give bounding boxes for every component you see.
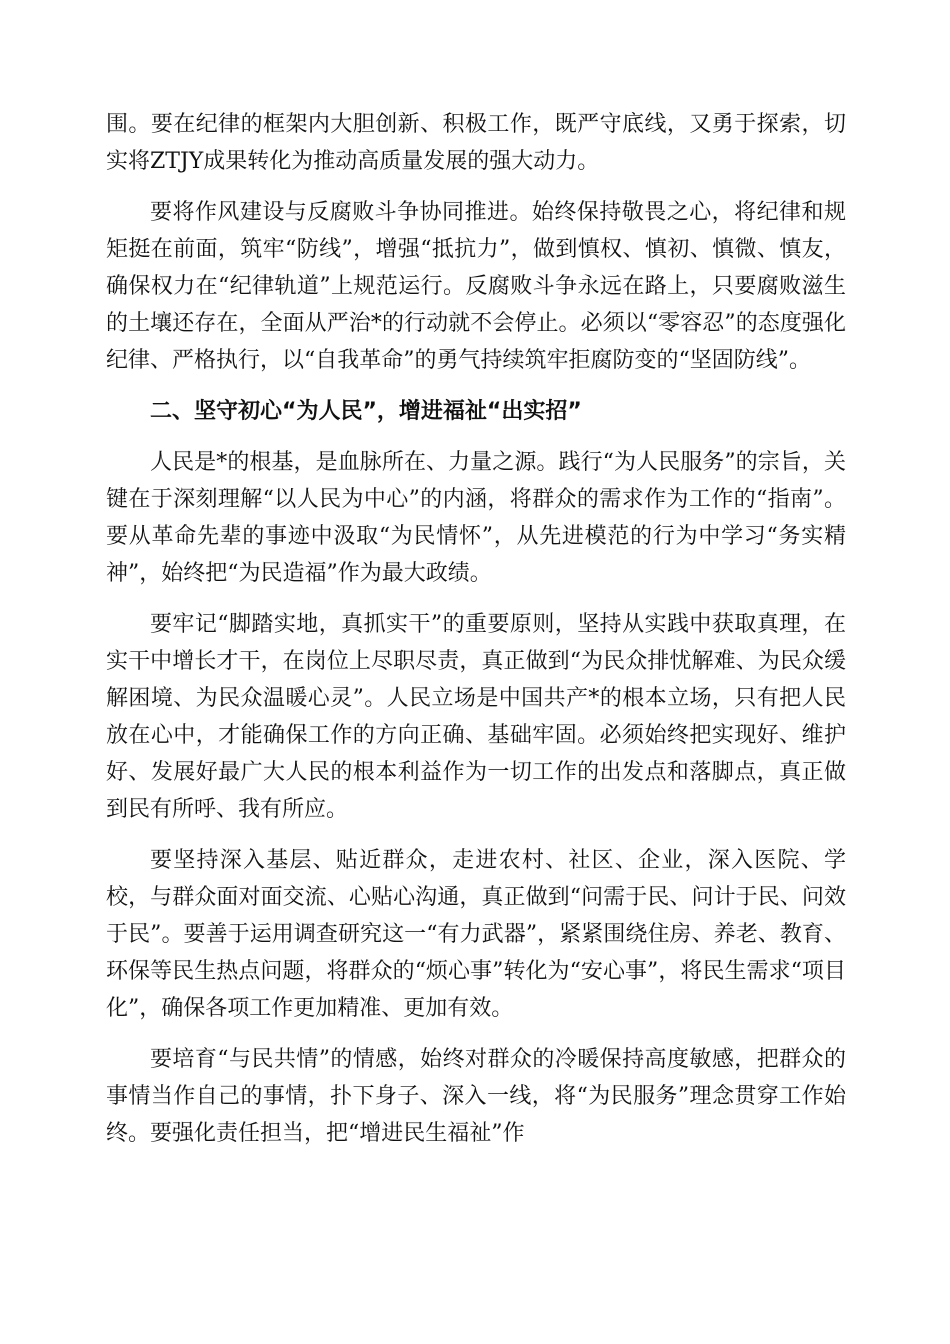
paragraph-practical-work: 要牢记“脚踏实地，真抓实干”的重要原则，坚持从实践中获取真理，在实干中增长才干，在岗位上尽职尽责，真正做到“为民众排忧解难、为民众缓解困境、为民众温暖心灵”。人民立场是中国共产*的根本立场，只有把人民放在心中，才能确保工作的方向正确、基础牢固。必须始终把实现好、维护好、发展好最广大人民的根本利益作为一切工作的出发点和落脚点，真正做到民有所呼、我有所应。 <box>106 612 846 822</box>
section-heading: 二、坚守初心“为人民”，增进福祉“出实招” <box>150 399 582 424</box>
paragraph-grassroots: 要坚持深入基层、贴近群众，走进农村、社区、企业，深入医院、学校，与群众面对面交流、心贴心沟通，真正做到“问需于民、问计于民、问效于民”。要善于运用调查研究这一“有力武器”，紧紧围绕住房、养老、教育、环保等民生热点问题，将群众的“烦心事”转化为“安心事”，将民生需求“项目化”，确保各项工作更加精准、更加有效。 <box>106 848 846 1021</box>
paragraph-empathy: 要培育“与民共情”的情感，始终对群众的冷暖保持高度敏感，把群众的事情当作自己的事情，扑下身子、深入一线，将“为民服务”理念贯穿工作始终。要强化责任担当，把“增进民生福祉”作 <box>106 1047 846 1146</box>
paragraph-continued: 围。要在纪律的框架内大胆创新、积极工作，既严守底线，又勇于探索，切实将ZTJY成果转化为推动高质量发展的强大动力。 <box>106 112 846 174</box>
paragraph-people-foundation: 人民是*的根基，是血脉所在、力量之源。践行“为人民服务”的宗旨，关键在于深刻理解“以人民为中心”的内涵，将群众的需求作为工作的“指南”。要从革命先辈的事迹中汲取“为民情怀”，从先进模范的行为中学习“务实精神”，始终把“为民造福”作为最大政绩。 <box>106 450 846 586</box>
paragraph-work-style: 要将作风建设与反腐败斗争协同推进。始终保持敬畏之心，将纪律和规矩挺在前面，筑牢“防线”，增强“抵抗力”，做到慎权、慎初、慎微、慎友，确保权力在“纪律轨道”上规范运行。反腐败斗争永远在路上，只要腐败滋生的土壤还存在，全面从严治*的行动就不会停止。必须以“零容忍”的态度强化纪律、严格执行，以“自我革命”的勇气持续筑牢拒腐防变的“坚固防线”。 <box>106 200 846 373</box>
document-page <box>106 106 846 1166</box>
